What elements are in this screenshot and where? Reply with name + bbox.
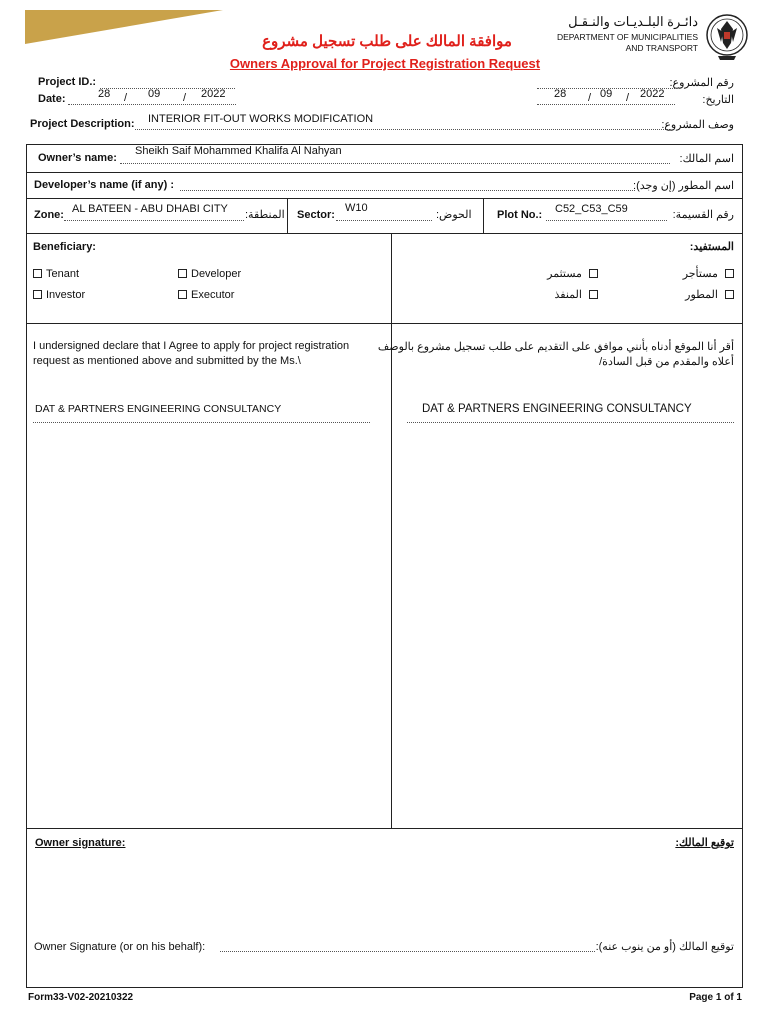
zone-value: AL BATEEN - ABU DHABI CITY (72, 203, 228, 215)
checkbox-icon (33, 269, 42, 278)
page-title-arabic: موافقة المالك على طلب تسجيل مشروع (262, 33, 512, 50)
developer-name-label-arabic: اسم المطور (إن وجد): (633, 180, 734, 192)
department-name-line1: DEPARTMENT OF MUNICIPALITIES (556, 32, 698, 42)
owner-signature-label: Owner signature: (35, 837, 126, 849)
consultant-name: DAT & PARTNERS ENGINEERING CONSULTANCY (35, 403, 282, 415)
owner-name-label-arabic: اسم المالك: (679, 153, 734, 165)
executor-checkbox-arabic[interactable] (555, 288, 599, 301)
executor-label-arabic: المنفذ (554, 289, 582, 301)
zone-label: Zone: (34, 209, 64, 221)
divider-signature (26, 828, 743, 829)
form-frame (26, 144, 743, 988)
divider-center (391, 233, 392, 828)
declaration-text-line1: I undersigned declare that I Agree to apply for project registration (33, 340, 350, 352)
declaration-text-arabic-line2: أعلاه والمقدم من قبل السادة/ (599, 356, 734, 368)
date-sep-1: / (124, 92, 128, 104)
divider-developer (26, 198, 743, 199)
owner-signature-behalf-label: Owner Signature (or on his behalf): (34, 941, 206, 953)
executor-label: Executor (191, 289, 235, 301)
project-description-value: INTERIOR FIT-OUT WORKS MODIFICATION (148, 113, 374, 125)
checkbox-icon (589, 269, 598, 278)
consultant-field[interactable] (33, 422, 370, 423)
developer-checkbox-arabic[interactable] (685, 288, 734, 301)
developer-label: Developer (191, 268, 242, 280)
date-day-ar: 28 (554, 88, 567, 100)
divider-beneficiary (26, 323, 743, 324)
tenant-label-arabic: مستأجر (682, 268, 718, 280)
sector-field[interactable] (336, 220, 432, 221)
date-year-ar: 2022 (640, 88, 665, 100)
date-year: 2022 (201, 88, 226, 100)
plot-number-label-arabic: رقم القسيمة: (672, 209, 734, 221)
owner-signature-behalf-label-arabic: توقيع المالك (أو من ينوب عنه): (595, 941, 734, 953)
project-description-label: Project Description: (30, 118, 135, 130)
checkbox-icon (178, 290, 187, 299)
owner-name-label: Owner’s name: (38, 152, 117, 164)
divider-location (26, 233, 743, 234)
declaration-text-arabic-line1: أقر أنا الموقع أدناه بأنني موافق على التقديم على طلب تسجيل مشروع بالوصف (377, 341, 734, 353)
checkbox-icon (725, 290, 734, 299)
developer-checkbox[interactable] (178, 268, 241, 280)
form-code: Form33-V02-20210322 (28, 992, 134, 1003)
zone-label-arabic: المنطقة: (245, 209, 285, 221)
date-field[interactable] (68, 104, 236, 105)
consultant-name-arabic-side: DAT & PARTNERS ENGINEERING CONSULTANCY (422, 403, 692, 415)
department-name-arabic: دائـرة البلـديـات والنـقـل (568, 14, 698, 29)
investor-checkbox[interactable] (33, 289, 85, 301)
investor-label-arabic: مستثمر (547, 268, 582, 280)
project-id-label: Project ID.: (38, 76, 97, 88)
date-sep-ar-2: / (626, 92, 630, 104)
page-number: Page 1 of 1 (689, 992, 742, 1003)
sector-label: Sector: (297, 209, 335, 221)
page-title: Owners Approval for Project Registration Request (229, 56, 541, 71)
owner-name-field[interactable] (120, 163, 670, 164)
date-month: 09 (148, 88, 161, 100)
owner-signature-label-arabic: توقيع المالك: (675, 837, 734, 849)
sector-value: W10 (345, 202, 368, 214)
sector-label-arabic: الحوض: (436, 209, 472, 221)
developer-name-field[interactable] (180, 190, 635, 191)
date-sep-ar-1: / (588, 92, 592, 104)
falcon-emblem-icon (704, 12, 750, 62)
gold-banner (25, 10, 225, 46)
plot-number-label: Plot No.: (497, 209, 543, 221)
executor-checkbox[interactable] (178, 289, 234, 301)
date-sep-2: / (183, 92, 187, 104)
divider-sector-plot (483, 198, 484, 233)
project-description-field[interactable] (135, 129, 670, 130)
checkbox-icon (178, 269, 187, 278)
investor-checkbox-arabic[interactable] (547, 267, 598, 280)
beneficiary-label-arabic: المستفيد: (689, 241, 734, 253)
project-description-label-arabic: وصف المشروع: (661, 119, 734, 131)
plot-number-value: C52_C53_C59 (555, 203, 628, 215)
beneficiary-label: Beneficiary: (33, 241, 96, 253)
date-month-ar: 09 (600, 88, 613, 100)
developer-label-arabic: المطور (685, 289, 718, 301)
checkbox-icon (589, 290, 598, 299)
tenant-checkbox[interactable] (33, 268, 79, 280)
department-name-line2: AND TRANSPORT (625, 43, 698, 53)
declaration-text-line2: request as mentioned above and submitted by the Ms.\ (33, 355, 301, 367)
owner-signature-field[interactable] (220, 951, 595, 952)
date-day: 28 (98, 88, 111, 100)
zone-field[interactable] (64, 220, 244, 221)
owner-name-value: Sheikh Saif Mohammed Khalifa Al Nahyan (135, 145, 342, 157)
date-label-arabic: التاريخ: (702, 94, 734, 106)
divider-owner (26, 172, 743, 173)
investor-label: Investor (46, 289, 86, 301)
project-id-label-arabic: رقم المشروع: (669, 77, 734, 89)
plot-number-field[interactable] (546, 220, 667, 221)
tenant-checkbox-arabic[interactable] (683, 267, 734, 280)
divider-zone-sector (287, 198, 288, 233)
date-label: Date: (38, 93, 66, 105)
checkbox-icon (725, 269, 734, 278)
checkbox-icon (33, 290, 42, 299)
date-field-ar[interactable] (537, 104, 675, 105)
consultant-field-arabic-side[interactable] (407, 422, 734, 423)
tenant-label: Tenant (46, 268, 80, 280)
department-logo (555, 12, 750, 62)
developer-name-label: Developer’s name (if any) : (34, 179, 174, 191)
